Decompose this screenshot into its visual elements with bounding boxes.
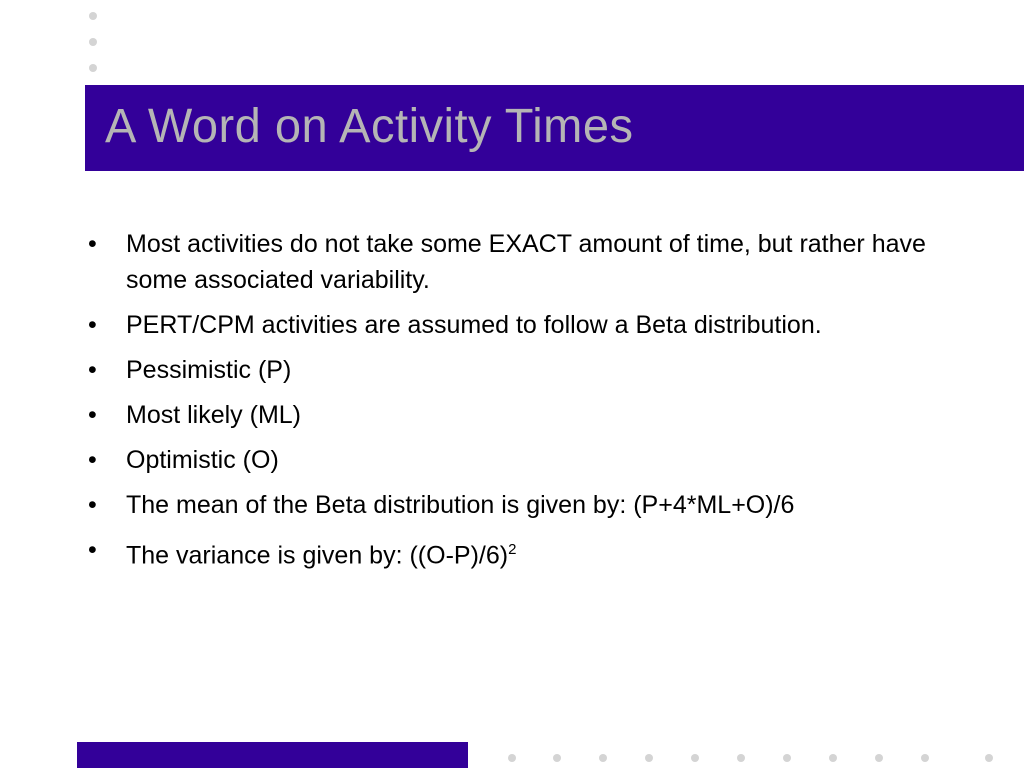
- bottom-accent-bar: [77, 742, 468, 768]
- bullet-text: PERT/CPM activities are assumed to follow a Beta distribution.: [126, 311, 822, 339]
- bullet-item: [88, 226, 928, 298]
- bullet-marker: •: [88, 536, 97, 564]
- superscript-exponent: 2: [508, 541, 517, 558]
- bullet-item: [88, 307, 928, 343]
- bullet-text: The mean of the Beta distribution is given by: (P+4*ML+O)/6: [126, 491, 795, 519]
- decorative-dot: [89, 64, 97, 72]
- bullet-marker: •: [88, 491, 97, 519]
- decorative-dot: [737, 754, 745, 762]
- bullet-item: [88, 532, 928, 573]
- bullet-text: Most activities do not take some EXACT amount of time, but rather have some associated variability.: [126, 230, 926, 294]
- decorative-dot: [829, 754, 837, 762]
- decorative-dot: [783, 754, 791, 762]
- bullet-text: Optimistic (O): [126, 446, 279, 474]
- bullet-marker: •: [88, 446, 97, 474]
- bullet-item: [88, 442, 928, 478]
- decorative-dot: [985, 754, 993, 762]
- bullet-marker: •: [88, 401, 97, 429]
- slide-title: A Word on Activity Times: [105, 100, 634, 153]
- decorative-dot: [599, 754, 607, 762]
- bullet-text: Most likely (ML): [126, 401, 302, 429]
- decorative-dot: [89, 12, 97, 20]
- decorative-dot: [645, 754, 653, 762]
- bullet-item: [88, 487, 928, 523]
- bullet-text: The variance is given by: ((O-P)/6): [126, 541, 509, 570]
- bullet-item: [88, 397, 928, 433]
- decorative-dot: [875, 754, 883, 762]
- decorative-dot: [89, 38, 97, 46]
- bullet-marker: •: [88, 311, 97, 339]
- decorative-dot: [691, 754, 699, 762]
- decorative-dot: [508, 754, 516, 762]
- decorative-dot: [921, 754, 929, 762]
- bullet-marker: •: [88, 356, 97, 384]
- decorative-dot: [553, 754, 561, 762]
- bullet-text: Pessimistic (P): [126, 356, 292, 384]
- bullet-list: [88, 226, 928, 582]
- bullet-marker: •: [88, 230, 97, 258]
- bullet-item: [88, 352, 928, 388]
